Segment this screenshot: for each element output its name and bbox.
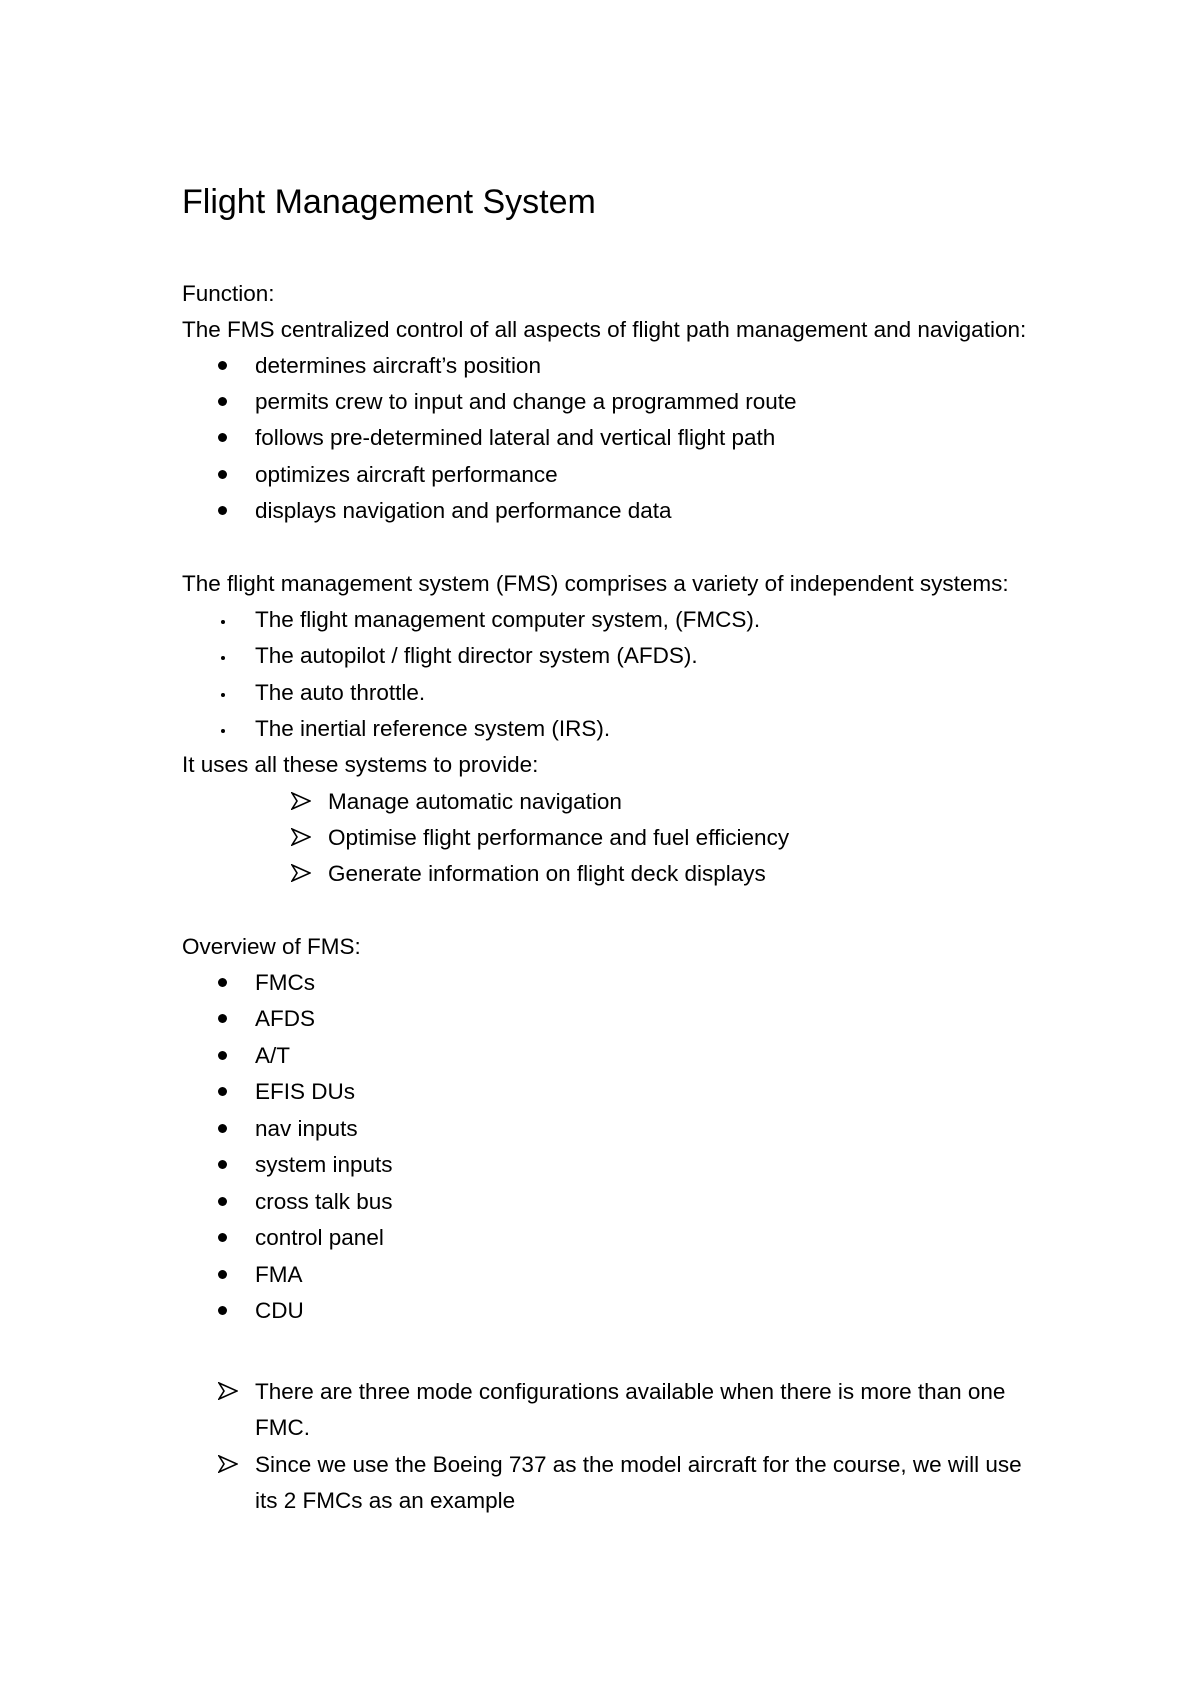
list-item: system inputs xyxy=(255,1152,393,1177)
page-title: Flight Management System xyxy=(182,183,596,221)
list-item: CDU xyxy=(255,1298,304,1323)
list-item: control panel xyxy=(255,1225,384,1250)
arrowhead-bullet-icon xyxy=(291,864,311,882)
bullet-icon xyxy=(218,1197,227,1206)
bullet-icon xyxy=(218,397,227,406)
small-bullet-icon xyxy=(221,729,225,733)
list-item: Generate information on flight deck displays xyxy=(328,861,766,886)
overview-heading: Overview of FMS: xyxy=(182,934,361,959)
list-item: permits crew to input and change a programmed route xyxy=(255,389,797,414)
list-item: AFDS xyxy=(255,1006,316,1031)
list-item: optimizes aircraft performance xyxy=(255,462,558,487)
bullet-icon xyxy=(218,1087,227,1096)
list-item: The inertial reference system (IRS). xyxy=(255,716,611,741)
note-line: FMC. xyxy=(255,1415,310,1440)
bullet-icon xyxy=(218,1124,227,1133)
list-item: Manage automatic navigation xyxy=(328,789,622,814)
bullet-icon xyxy=(218,1306,227,1315)
systems-intro: The flight management system (FMS) comprises a variety of independent systems: xyxy=(182,571,1009,596)
function-intro: The FMS centralized control of all aspects of flight path management and navigation: xyxy=(182,317,1027,342)
provide-intro: It uses all these systems to provide: xyxy=(182,752,539,777)
list-item: FMA xyxy=(255,1262,303,1287)
list-item: Optimise flight performance and fuel efficiency xyxy=(328,825,790,850)
arrowhead-bullet-icon xyxy=(218,1455,238,1473)
list-item: cross talk bus xyxy=(255,1189,393,1214)
bullet-icon xyxy=(218,1233,227,1242)
note-line: its 2 FMCs as an example xyxy=(255,1488,516,1513)
bullet-icon xyxy=(218,1160,227,1169)
bullet-icon xyxy=(218,506,227,515)
bullet-icon xyxy=(218,361,227,370)
list-item: FMCs xyxy=(255,970,315,995)
list-item: The autopilot / flight director system (AFDS). xyxy=(255,643,698,668)
note-line: There are three mode configurations available when there is more than one xyxy=(255,1379,1006,1404)
bullet-icon xyxy=(218,470,227,479)
bullet-icon xyxy=(218,433,227,442)
arrowhead-bullet-icon xyxy=(218,1382,238,1400)
list-item: follows pre-determined lateral and vertical flight path xyxy=(255,425,776,450)
arrowhead-bullet-icon xyxy=(291,792,311,810)
small-bullet-icon xyxy=(221,693,225,697)
function-heading: Function: xyxy=(182,281,275,306)
list-item: The flight management computer system, (FMCS). xyxy=(255,607,761,632)
bullet-icon xyxy=(218,1270,227,1279)
list-item: The auto throttle. xyxy=(255,680,426,705)
bullet-icon xyxy=(218,978,227,987)
list-item: displays navigation and performance data xyxy=(255,498,672,523)
bullet-icon xyxy=(218,1014,227,1023)
bullet-icon xyxy=(218,1051,227,1060)
list-item: A/T xyxy=(255,1043,291,1068)
note-line: Since we use the Boeing 737 as the model aircraft for the course, we will use xyxy=(255,1452,1022,1477)
list-item: determines aircraft’s position xyxy=(255,353,541,378)
list-item: EFIS DUs xyxy=(255,1079,356,1104)
small-bullet-icon xyxy=(221,656,225,660)
arrowhead-bullet-icon xyxy=(291,828,311,846)
small-bullet-icon xyxy=(221,620,225,624)
list-item: nav inputs xyxy=(255,1116,358,1141)
